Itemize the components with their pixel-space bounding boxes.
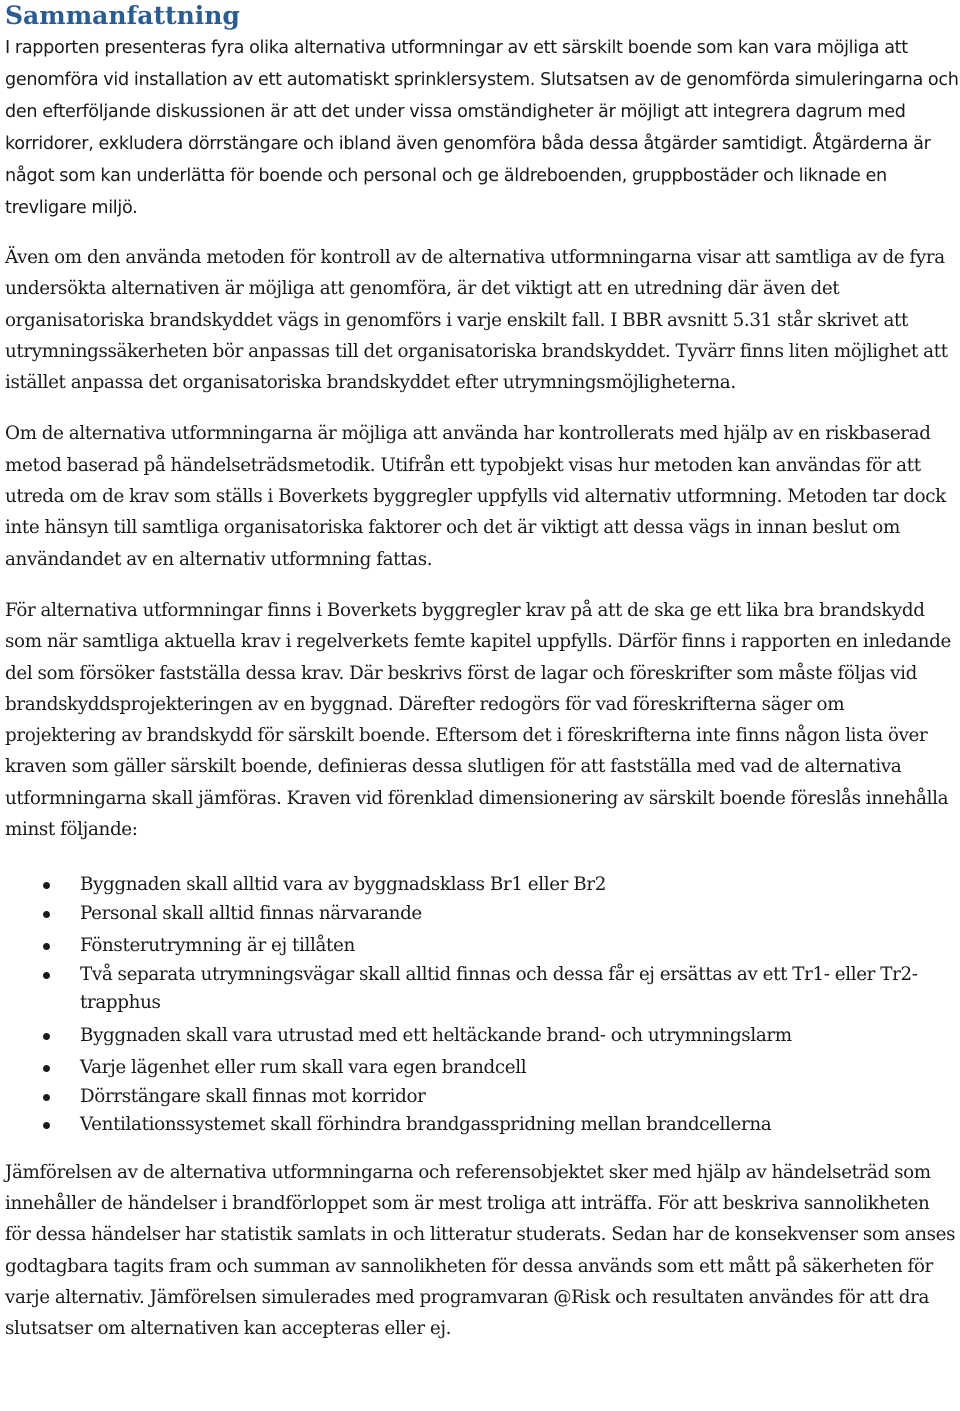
list-item: Fönsterutrymning är ej tillåten [5, 932, 960, 961]
bullet-icon [43, 1122, 50, 1129]
section-heading: Sammanfattning [5, 1, 240, 30]
list-item: Två separata utrymningsvägar skall alltid finnas och dessa får ej ersättas av ett Tr1- eller Tr2-trapphus [5, 961, 960, 1018]
bullet-icon [43, 911, 50, 918]
bullet-icon [43, 882, 50, 889]
closing-paragraph: Jämförelsen av de alternativa utformningarna och referensobjektet sker med hjälp av händelseträd som innehåller de händelser i brandförloppet som är mest troliga att inträffa. För att beskriva sannolikheten för dessa händelser har statistik samlats in och litteratur studerats. Sedan har de konsekvenser som anses godtagbara tagits fram och summan av sannolikheten för dessa används som ett mått på säkerheten för varje alternativ. Jämförelsen simulerades med programvaran @Risk och resultaten användes för att dra slutsatser om alternativen kan accepteras eller ej. [5, 1161, 956, 1340]
bullet-icon [43, 1094, 50, 1101]
list-item: Byggnaden skall alltid vara av byggnadsklass Br1 eller Br2 [5, 871, 960, 900]
list-item: Dörrstängare skall finnas mot korridor [5, 1083, 960, 1112]
bullet-icon [43, 943, 50, 950]
bullet-icon [43, 972, 50, 979]
list-item: Byggnaden skall vara utrustad med ett heltäckande brand- och utrymningslarm [5, 1022, 960, 1051]
list-item: Ventilationssystemet skall förhindra brandgasspridning mellan brandcellerna [5, 1111, 960, 1140]
summary-paragraph-2: Även om den använda metoden för kontroll av de alternativa utformningarna visar att samtliga av de fyra undersökta alternativen är möjliga att genomföra, är det viktigt att en utredning där även det organisatoriska brandskyddet vägs in genomförs i varje enskilt fall. I BBR avsnitt 5.31 står skrivet att utrymningssäkerheten bör anpassas till det organisatoriska brandskyddet. Tyvärr finns liten möjlighet att istället anpassa det organisatoriska brandskyddet efter utrymningsmöjligheterna. [5, 247, 948, 394]
list-item: Varje lägenhet eller rum skall vara egen brandcell [5, 1054, 960, 1083]
summary-paragraph-3: Om de alternativa utformningarna är möjliga att använda har kontrollerats med hjälp av en riskbaserad metod baserad på händelseträdsmetodik. Utifrån ett typobjekt visas hur metoden kan användas för att utreda om de krav som ställs i Boverkets byggregler uppfylls vid alternativ utformning. Metoden tar dock inte hänsyn till samtliga organisatoriska faktorer och det är viktigt att dessa vägs in innan beslut om användandet av en alternativ utformning fattas. [5, 423, 946, 570]
summary-paragraph-4: För alternativa utformningar finns i Boverkets byggregler krav på att de ska ge ett lika bra brandskydd som när samtliga aktuella krav i regelverkets femte kapitel uppfylls. Därför finns i rapporten en inledande del som försöker fastställa dessa krav. Där beskrivs först de lagar och föreskrifter som måste följas vid brandskyddsprojekteringen av en byggnad. Därefter redogörs för vad föreskrifterna säger om projektering av brandskydd för särskilt boende. Eftersom det i föreskrifterna inte finns någon lista över kraven som gäller särskilt boende, definieras dessa slutligen för att fastställa med vad de alternativa utformningarna skall jämföras. Kraven vid förenklad dimensionering av särskilt boende föreslås innehålla minst följande: [5, 599, 951, 841]
list-item: Personal skall alltid finnas närvarande [5, 900, 960, 929]
document-page [5, 0, 960, 1365]
bullet-icon [43, 1065, 50, 1072]
summary-paragraph-1: I rapporten presenteras fyra olika alternativa utformningar av ett särskilt boende som kan vara möjliga att genomföra vid installation av ett automatiskt sprinklersystem. Slutsatsen av de genomförda simuleringarna och den efterföljande diskussionen är att det under vissa omständigheter är möjligt att integrera dagrum med korridorer, exkludera dörrstängare och ibland även genomföra båda dessa åtgärder samtidigt. Åtgärderna är något som kan underlätta för boende och personal och ge äldreboenden, gruppbostäder och liknade en trevligare miljö. [5, 38, 959, 218]
bullet-icon [43, 1033, 50, 1040]
requirements-list [5, 871, 960, 1140]
